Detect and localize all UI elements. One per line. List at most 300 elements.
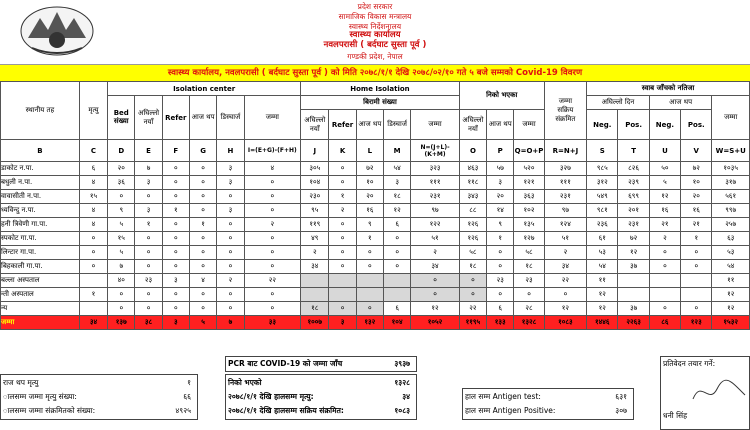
cell-o: ० — [459, 288, 486, 302]
cell-e: ० — [135, 190, 162, 204]
table-row — [1, 218, 750, 232]
antigen-value-1: ३०७ — [615, 406, 627, 415]
column-letter: Q=O+P — [514, 140, 544, 162]
cell-d: २० — [108, 162, 135, 176]
cell-t: ३७ — [618, 302, 649, 316]
column-letter: D — [108, 140, 135, 162]
cell-t: ३७ — [618, 260, 649, 274]
home-refer-header: Refer — [329, 110, 356, 140]
table-row — [1, 274, 750, 288]
total-active-header: जम्मा सक्रिय संक्रमित — [544, 82, 586, 140]
local-level-header: स्थानीय तह — [1, 82, 80, 140]
cell-n: २ — [411, 246, 460, 260]
cell-u: ५० — [649, 162, 680, 176]
cell-o: १२६ — [459, 232, 486, 246]
cell-f: ० — [162, 288, 189, 302]
column-letter: M — [384, 140, 411, 162]
cell-k: ० — [329, 218, 356, 232]
cell-u: ० — [649, 246, 680, 260]
cell-j: २३० — [301, 190, 329, 204]
cell-o: १८ — [459, 260, 486, 274]
cell-v: २१ — [681, 218, 712, 232]
summary-mid-value-2: १०८३ — [394, 406, 410, 415]
cell-p: ३ — [487, 176, 514, 190]
row-name: न्य — [1, 302, 80, 316]
cell-p: २० — [487, 190, 514, 204]
cell-t: २३९ — [618, 176, 649, 190]
cell-e: ३ — [135, 204, 162, 218]
cell-i: २ — [244, 218, 301, 232]
iso-prev-header: अघिल्लो नयाँ — [135, 96, 162, 140]
cell-m: १०४ — [384, 316, 411, 330]
cell-g: ० — [189, 302, 216, 316]
cell-g: ० — [189, 162, 216, 176]
cell-c: ४ — [79, 204, 107, 218]
cell-r: ३४ — [544, 260, 586, 274]
antigen-value-0: ६३१ — [615, 392, 627, 401]
cell-g: ४ — [189, 274, 216, 288]
row-name: डाकोट न.पा. — [1, 162, 80, 176]
cell-s: ६१ — [587, 232, 618, 246]
cell-j: ४९ — [301, 232, 329, 246]
cell-t: ६९९ — [618, 190, 649, 204]
cell-j: ११९ — [301, 218, 329, 232]
cell-p: १३३ — [487, 316, 514, 330]
cell-g: ५ — [189, 316, 216, 330]
report-banner: स्वास्थ्य कार्यालय, नवलपरासी ( बर्दघाट सुस्ता पूर्व ) को मिति २०७८/१/१ देखि २०७८/०२/१० गते ५ बजे सम्मको Covid-19 विवरण — [0, 64, 750, 82]
row-name: बधुली न.पा. — [1, 176, 80, 190]
row-name: वावासीती न.पा. — [1, 190, 80, 204]
table-row — [1, 176, 750, 190]
cell-d: ० — [108, 302, 135, 316]
cell-m: ० — [384, 232, 411, 246]
cell-e: ३८ — [135, 316, 162, 330]
cell-c: ० — [79, 232, 107, 246]
cell-f: ० — [162, 190, 189, 204]
cell-c: ४ — [79, 218, 107, 232]
cell-f: ० — [162, 162, 189, 176]
cell-p: १४ — [487, 204, 514, 218]
cell-w: ५६१ — [712, 190, 750, 204]
signature-box — [660, 356, 750, 430]
cell-l: १३२ — [356, 316, 383, 330]
cell-o: ४६३ — [459, 162, 486, 176]
cell-n: ३२३ — [411, 162, 460, 176]
cell-p: ० — [487, 288, 514, 302]
recovery-summary-box — [225, 374, 417, 420]
antigen-summary-box — [462, 388, 634, 420]
cell-c: ६ — [79, 162, 107, 176]
cell-k: २ — [329, 204, 356, 218]
cell-l: ० — [356, 302, 383, 316]
summary-section — [0, 356, 750, 430]
summary-mid-label-2: २०७८/१/१ देखि हालसम्म सक्रिय संक्रमित: — [228, 406, 344, 415]
header-line-2: सामाजिक विकास मन्त्रालय — [338, 12, 412, 21]
covid-table — [0, 81, 750, 330]
cell-o: ११८ — [459, 176, 486, 190]
cell-p: ५७ — [487, 162, 514, 176]
cell-g: ० — [189, 190, 216, 204]
cell-e: ३ — [135, 176, 162, 190]
cell-u: ८६ — [649, 316, 680, 330]
cell-n: ३४ — [411, 260, 460, 274]
cell-k — [329, 274, 356, 288]
cell-f: ० — [162, 176, 189, 190]
cell-f: ० — [162, 302, 189, 316]
home-total-header: जम्मा — [411, 110, 460, 140]
cell-f: ३ — [162, 274, 189, 288]
cell-p: ९ — [487, 218, 514, 232]
row-name: ध्यविन्दु न.पा. — [1, 204, 80, 218]
cell-n: ५१ — [411, 232, 460, 246]
neg-prev-header: Neg. — [587, 110, 618, 140]
cell-s: २३६ — [587, 218, 618, 232]
home-today-header: आज थप — [356, 110, 383, 140]
cell-t: १२ — [618, 246, 649, 260]
summary-mid-value-1: ३४ — [402, 392, 410, 401]
home-discharge-header: डिस्चार्ज — [384, 110, 411, 140]
cell-p: १ — [487, 232, 514, 246]
cell-i: ० — [244, 204, 301, 218]
column-letter: C — [79, 140, 107, 162]
summary-left-value-2: ४९२५ — [175, 406, 191, 415]
cell-n: १२ — [411, 302, 460, 316]
column-letter: H — [217, 140, 244, 162]
cell-c — [79, 302, 107, 316]
table-row — [1, 232, 750, 246]
cell-r: १११ — [544, 176, 586, 190]
cell-w: ९९७ — [712, 204, 750, 218]
cell-v: ० — [681, 246, 712, 260]
rec-total-header: जम्मा — [514, 110, 544, 140]
column-letter: K — [329, 140, 356, 162]
cell-t: २०१ — [618, 204, 649, 218]
cell-s: १४४६ — [587, 316, 618, 330]
cell-c: ० — [79, 246, 107, 260]
cell-j: १०४ — [301, 176, 329, 190]
row-name: न्ती अस्पताल — [1, 288, 80, 302]
cell-u: २ — [649, 232, 680, 246]
cell-h: ० — [217, 288, 244, 302]
cell-i: ० — [244, 302, 301, 316]
cell-f: ० — [162, 232, 189, 246]
summary-mid-label-1: २०७८/१/१ देखि हालसम्म मृत्यु: — [228, 392, 314, 401]
column-letter: B — [1, 140, 80, 162]
cell-w: १०३५ — [712, 162, 750, 176]
signer-name: धनी सिंह — [663, 411, 688, 420]
cell-q: १८ — [514, 260, 544, 274]
cell-h: ० — [217, 246, 244, 260]
cell-h: ० — [217, 232, 244, 246]
cell-w: ५३ — [712, 246, 750, 260]
cell-e: ० — [135, 246, 162, 260]
cell-e: १ — [135, 218, 162, 232]
cell-g: १ — [189, 218, 216, 232]
cell-l: १ — [356, 232, 383, 246]
cell-u — [649, 288, 680, 302]
iso-discharge-header: डिस्चार्ज — [217, 96, 244, 140]
cell-r: २२ — [544, 274, 586, 288]
row-name: जम्मा — [1, 316, 80, 330]
cell-m — [384, 274, 411, 288]
cell-q: ० — [514, 288, 544, 302]
home-isolation-header: Home Isolation — [301, 82, 460, 96]
column-letter: N=(J+L)-(K+M) — [411, 140, 460, 162]
cell-c: १५ — [79, 190, 107, 204]
column-letter: J — [301, 140, 329, 162]
cell-l: १० — [356, 176, 383, 190]
summary-left-label-0: राज थप मृत्यु — [3, 378, 39, 387]
cell-r: २ — [544, 246, 586, 260]
column-letter: W=S+U — [712, 140, 750, 162]
cell-h: ३ — [217, 176, 244, 190]
cell-c: ० — [79, 260, 107, 274]
cell-h: ० — [217, 190, 244, 204]
row-name: लिन्टार गा.पा. — [1, 246, 80, 260]
cell-k — [329, 288, 356, 302]
cell-s: ९८५ — [587, 162, 618, 176]
cell-o: १२६ — [459, 218, 486, 232]
header-line-4: स्वास्थ्य कार्यालय — [349, 30, 401, 40]
cell-e: ० — [135, 232, 162, 246]
cell-l: ० — [356, 246, 383, 260]
cell-l: २० — [356, 190, 383, 204]
header-line-3: स्वास्थ्य निर्देशनालय — [348, 22, 402, 31]
cell-t — [618, 288, 649, 302]
cell-s: ५४९ — [587, 190, 618, 204]
cell-w: १२ — [712, 288, 750, 302]
row-name: बिहकाली गा.पा. — [1, 260, 80, 274]
prev-days-header: अघिल्लो दिन — [587, 96, 650, 110]
cell-j: ३४ — [301, 260, 329, 274]
table-row — [1, 190, 750, 204]
cell-v: १० — [681, 176, 712, 190]
cell-u: ५ — [649, 176, 680, 190]
cell-s: ९८१ — [587, 204, 618, 218]
cell-f: ० — [162, 218, 189, 232]
cell-u: ० — [649, 260, 680, 274]
cell-p: ६ — [487, 302, 514, 316]
cell-d: ९ — [108, 204, 135, 218]
pos-today-header: Pos. — [681, 110, 712, 140]
summary-left-label-1: ालसम्म जम्मा मृत्यु संख्या: — [3, 392, 77, 401]
cell-l — [356, 288, 383, 302]
cell-d: ० — [108, 190, 135, 204]
cell-w: २५७ — [712, 218, 750, 232]
cell-t: २२६३ — [618, 316, 649, 330]
cell-q: ३६३ — [514, 190, 544, 204]
cell-q: १०२ — [514, 204, 544, 218]
table-row — [1, 260, 750, 274]
cell-w: १५३२ — [712, 316, 750, 330]
summary-left-value-1: ६६ — [183, 392, 191, 401]
column-letter: I=(E+G)-(F+H) — [244, 140, 301, 162]
cell-m: ५४ — [384, 162, 411, 176]
cell-m: ० — [384, 246, 411, 260]
cell-w: ११ — [712, 274, 750, 288]
cell-d: ५ — [108, 218, 135, 232]
cell-t: ८२६ — [618, 162, 649, 176]
cell-e: २३ — [135, 274, 162, 288]
cell-c: ३४ — [79, 316, 107, 330]
cell-e: ० — [135, 260, 162, 274]
cell-q: १३२८ — [514, 316, 544, 330]
iso-refer-header: Refer — [162, 96, 189, 140]
cell-v: ७२ — [681, 162, 712, 176]
cell-r: ० — [544, 288, 586, 302]
death-header: मृत्यु — [79, 82, 107, 140]
column-letter: R=N+J — [544, 140, 586, 162]
table-row — [1, 204, 750, 218]
cell-f: ३ — [162, 316, 189, 330]
cell-s: ११ — [587, 274, 618, 288]
cell-r: १२४ — [544, 218, 586, 232]
cell-q: ५८ — [514, 246, 544, 260]
cell-v: १२३ — [681, 316, 712, 330]
cell-g: ० — [189, 176, 216, 190]
cell-l: ९ — [356, 218, 383, 232]
cell-v: २० — [681, 190, 712, 204]
column-letter: L — [356, 140, 383, 162]
swab-result-header: स्वाब जाँचको नतिजा — [587, 82, 750, 96]
cell-g: ० — [189, 232, 216, 246]
today-header: आज थप — [649, 96, 712, 110]
cell-i: ० — [244, 246, 301, 260]
cell-f: १ — [162, 204, 189, 218]
cell-u: १२ — [649, 190, 680, 204]
cell-k: ० — [329, 176, 356, 190]
cell-i: ० — [244, 232, 301, 246]
table-row — [1, 302, 750, 316]
cell-l: १६ — [356, 204, 383, 218]
home-sub-header: बिरामी संख्या — [301, 96, 460, 110]
column-letter: T — [618, 140, 649, 162]
cell-g: ० — [189, 246, 216, 260]
cell-k: ३ — [329, 316, 356, 330]
cell-s: ५३ — [587, 246, 618, 260]
cell-j — [301, 274, 329, 288]
cell-j: १८ — [301, 302, 329, 316]
cell-h: ३ — [217, 204, 244, 218]
cell-i: ० — [244, 260, 301, 274]
neg-today-header: Neg. — [649, 110, 680, 140]
cell-m: ३ — [384, 176, 411, 190]
cell-l: ० — [356, 260, 383, 274]
recovered-header: निको भएका — [459, 82, 544, 110]
cell-m — [384, 288, 411, 302]
cell-j: २ — [301, 246, 329, 260]
prepared-by-label: प्रतिवेदन तयार गर्ने: — [663, 359, 716, 368]
cell-f: ० — [162, 246, 189, 260]
cell-p: ० — [487, 246, 514, 260]
cell-r: १०८३ — [544, 316, 586, 330]
cell-h: ३ — [217, 162, 244, 176]
cell-d: १३७ — [108, 316, 135, 330]
cell-n: २३१ — [411, 190, 460, 204]
table-row — [1, 288, 750, 302]
cell-m: १८ — [384, 190, 411, 204]
row-name: बल्ला अस्पताल — [1, 274, 80, 288]
cell-r: ५१ — [544, 232, 586, 246]
cell-v: १ — [681, 232, 712, 246]
cell-n: ० — [411, 288, 460, 302]
cell-l — [356, 274, 383, 288]
column-letter: U — [649, 140, 680, 162]
bed-header: Bed संख्या — [108, 96, 135, 140]
cell-k: ० — [329, 232, 356, 246]
column-letter: V — [681, 140, 712, 162]
cell-d: ३६ — [108, 176, 135, 190]
cell-s: १२ — [587, 288, 618, 302]
cell-v — [681, 288, 712, 302]
cell-i: ० — [244, 176, 301, 190]
antigen-label-0: हाल सम्म Antigen test: — [465, 392, 541, 401]
cell-u: १६ — [649, 204, 680, 218]
cell-k: १ — [329, 190, 356, 204]
cell-k: ० — [329, 246, 356, 260]
cell-o: ५८ — [459, 246, 486, 260]
row-name: हनी त्रिवेणी गा.पा. — [1, 218, 80, 232]
cell-r: १२ — [544, 302, 586, 316]
cell-i: ० — [244, 190, 301, 204]
cell-t — [618, 274, 649, 288]
total-row — [1, 316, 750, 330]
header-line-5: नवलपरासी ( बर्दघाट सुस्ता पूर्व ) — [323, 40, 427, 50]
antigen-label-1: हाल सम्म Antigen Positive: — [465, 406, 556, 415]
iso-total-header: जम्मा — [244, 96, 301, 140]
iso-today-header: आज थप — [189, 96, 216, 140]
pcr-summary-box — [225, 356, 417, 372]
cell-s: १२ — [587, 302, 618, 316]
cell-i: २२ — [244, 274, 301, 288]
cell-d: ४० — [108, 274, 135, 288]
cell-c — [79, 274, 107, 288]
cell-j: ९५ — [301, 204, 329, 218]
column-letter: E — [135, 140, 162, 162]
cell-g: ० — [189, 288, 216, 302]
cell-m: १२ — [384, 204, 411, 218]
cell-w: १२ — [712, 302, 750, 316]
death-summary-box — [0, 374, 198, 420]
cell-c: ४ — [79, 176, 107, 190]
cell-h: २ — [217, 274, 244, 288]
cell-u: २१ — [649, 218, 680, 232]
report-header — [0, 0, 750, 62]
cell-t: ७२ — [618, 232, 649, 246]
cell-e: ७ — [135, 162, 162, 176]
cell-h: ० — [217, 260, 244, 274]
column-letter: F — [162, 140, 189, 162]
cell-v — [681, 274, 712, 288]
pcr-label: PCR बाट COVID-19 को जम्मा जाँच — [228, 359, 343, 368]
column-letter: P — [487, 140, 514, 162]
cell-w: ५४ — [712, 260, 750, 274]
cell-m: ६ — [384, 218, 411, 232]
isolation-center-header: Isolation center — [108, 82, 301, 96]
cell-g: ० — [189, 260, 216, 274]
cell-k: ० — [329, 302, 356, 316]
summary-mid-label-0: निको भएको — [228, 378, 262, 387]
cell-w: ३१७ — [712, 176, 750, 190]
column-letter: O — [459, 140, 486, 162]
cell-j — [301, 288, 329, 302]
cell-i: ४ — [244, 162, 301, 176]
column-letter-row — [1, 140, 750, 162]
cell-o: ८८ — [459, 204, 486, 218]
cell-q: २८ — [514, 302, 544, 316]
cell-j: १००७ — [301, 316, 329, 330]
cell-o: ११९५ — [459, 316, 486, 330]
